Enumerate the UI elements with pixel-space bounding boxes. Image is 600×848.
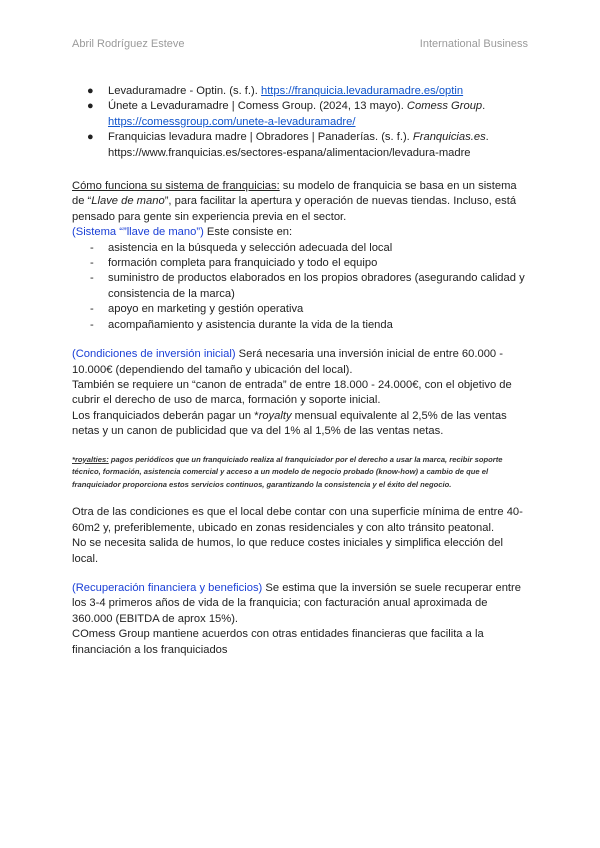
investment-paragraph: Los franquiciados deberán pagar un *royalty mensual equivalente al 2,5% de las ventas netas y un canon de publicidad que va del 1% al 1,5% de las ventas netas. [72, 409, 507, 438]
reference-item: ● Levaduramadre - Optin. (s. f.). https://franquicia.levaduramadre.es/optin [72, 84, 530, 99]
location-paragraph: No se necesita salida de humos, lo que reduce costes iniciales y simplifica elección del local. [72, 537, 503, 565]
reference-url: https://www.franquicias.es/sectores-espana/alimentacion/levadura-madre [108, 146, 471, 159]
list-item: - apoyo en marketing y gestión operativa [90, 303, 304, 316]
recovery-paragraph: COmess Group mantiene acuerdos con otras entidades financieras que facilita a la financiación a los franquiciados [72, 628, 484, 656]
investment-paragraph: (Condiciones de inversión inicial) Será necesaria una inversión inicial de entre 60.000 - 10.000€ (dependiendo del tamaño y ubicación del local). [72, 348, 503, 376]
system-label-line: (Sistema “”llave de mano”) Este consiste en: [72, 226, 293, 239]
system-paragraph: Cómo funciona su sistema de franquicias: su modelo de franquicia se basa en un sistema de “Llave de mano”, para facilitar la apertura y operación de nuevas tiendas. Incluso, está pensado para gente sin experiencia previa en el sector. [72, 180, 517, 223]
document-body [72, 84, 530, 658]
list-item: - formación completa para franquiciado y todo el equipo [90, 257, 378, 270]
reference-link[interactable]: https://comessgroup.com/unete-a-levaduramadre/ [108, 115, 356, 128]
list-item: - suministro de productos elaborados en los propios obradores (asegurando calidad y consistencia de la marca) [90, 272, 525, 300]
section-label: (Sistema “”llave de mano”) [72, 226, 204, 239]
investment-paragraph: También se requiere un “canon de entrada” de entre 18.000 - 24.000€, con el objetivo de cubrir el derecho de uso de marca, formación y soporte inicial. [72, 378, 512, 407]
note-term: *royalties: [72, 454, 109, 464]
system-list [72, 241, 530, 333]
reference-item: ● Únete a Levaduramadre | Comess Group. (2024, 13 mayo). Comess Group. https://comessgroup.com/unete-a-levaduramadre/ [87, 100, 486, 128]
location-paragraph: Otra de las condiciones es que el local debe contar con una superficie mínima de entre 40-60m2 y, preferiblemente, ubicado en zonas residenciales y con alto tránsito peatonal. [72, 506, 523, 534]
section-label: (Condiciones de inversión inicial) [72, 348, 236, 361]
bullet-icon: ● [87, 85, 94, 97]
reference-list [72, 84, 530, 161]
list-item: - acompañamiento y asistencia durante la vida de la tienda [90, 318, 393, 331]
bullet-icon: ● [87, 100, 94, 113]
header-subject: International Business [419, 38, 528, 50]
section-heading: Cómo funciona su sistema de franquicias: [72, 180, 280, 193]
reference-item: ● Franquicias levadura madre | Obradores | Panaderías. (s. f.). Franquicias.es. https://www.franquicias.es/sectores-espana/alimentacion/levadura-madre [87, 131, 489, 159]
bullet-icon: ● [87, 131, 94, 144]
reference-link[interactable]: https://franquicia.levaduramadre.es/optin [260, 85, 464, 97]
royalties-note: *royalties: pagos periódicos que un franquiciado realiza al franquiciador por el derecho a usar la marca, recibir soporte técnico, formación, asistencia comercial y acceso a un modelo de negocio probado (know-how) a cambio de que el franquiciador proporciona estos servicios continuos, garantizando la consistencia y el éxito del negocio. [72, 454, 503, 489]
section-label: (Recuperación financiera y beneficios) [72, 581, 263, 594]
header-author: Abril Rodríguez Esteve [72, 38, 185, 50]
list-item: - asistencia en la búsqueda y selección adecuada del local [90, 241, 393, 254]
recovery-paragraph: (Recuperación financiera y beneficios) Se estima que la inversión se suele recuperar entre los 3-4 primeros años de vida de la franquicia; con facturación anual aproximada de 360.000 (EBITDA de aprox 15%). [72, 581, 521, 625]
